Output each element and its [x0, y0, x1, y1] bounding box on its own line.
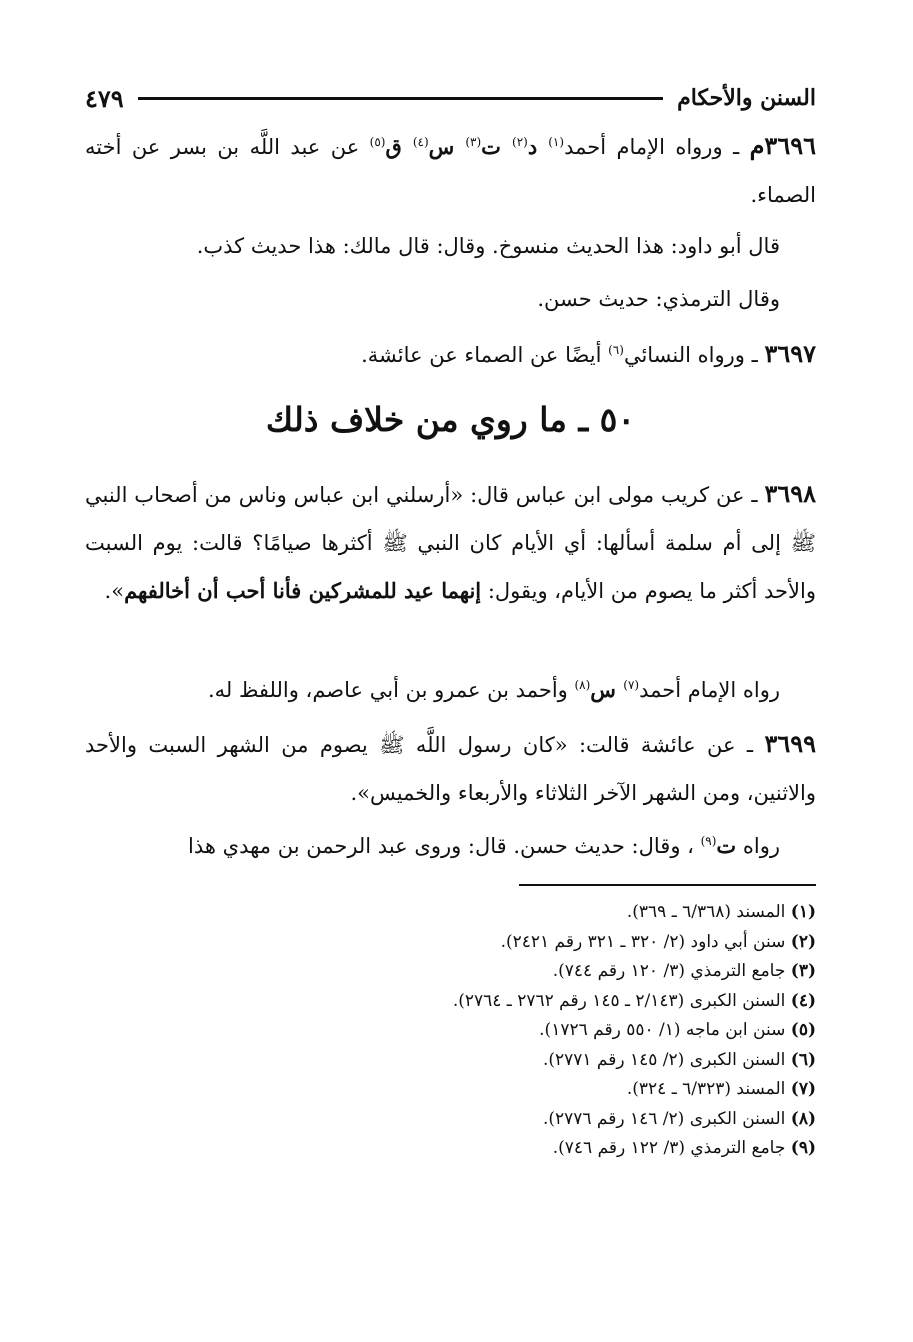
- footnote-item: [85, 898, 816, 928]
- hadith-text: ».: [104, 579, 125, 603]
- hadith-number: ٣٦٩٩: [764, 729, 816, 758]
- footnote-number: (٥): [790, 1020, 816, 1040]
- footnote-text: سنن أبي داود (٢/ ٣٢٠ ـ ٣٢١ رقم ٢٤٢١).: [500, 931, 791, 952]
- footnote-item: [85, 928, 816, 958]
- source-code: س: [590, 677, 624, 702]
- hadith-text: عن عبد اللَّه بن بسر عن أخته الصماء.: [85, 135, 816, 207]
- header-rule: [138, 97, 663, 100]
- section-heading: ٥٠ ـ ما روي من خلاف ذلك: [265, 400, 636, 439]
- commentary-last: [85, 822, 816, 870]
- footnote-item: [85, 957, 816, 987]
- commentary-text: رواه: [736, 834, 780, 858]
- footnote-ref: (٢): [512, 135, 528, 149]
- running-header: [85, 80, 816, 116]
- hadith-3696: [85, 122, 816, 219]
- source-code: د: [527, 134, 549, 159]
- hadith-number: ٣٦٩٦م: [749, 131, 816, 160]
- hadith-number: ٣٦٩٨: [764, 479, 816, 508]
- footnote-ref: (٣): [465, 135, 482, 149]
- footnote-ref: (١): [548, 135, 565, 149]
- footnote-ref: (٩): [700, 834, 717, 848]
- source-code: ت: [481, 134, 512, 159]
- footnotes-list: [85, 898, 816, 1164]
- footnote-ref: (٤): [412, 135, 429, 149]
- hadith-text: ـ عن كريب مولى ابن عباس قال: «أرسلني ابن عباس وناس من أصحاب النبي ﷺ إلى أم سلمة أسألها: أي الأيام كان النبي ﷺ أكثرها صيامًا؟ قالت: يوم السبت والأحد أكثر ما يصوم من الأيام، ويقول:: [85, 483, 816, 603]
- attribution-line: [85, 666, 816, 714]
- footnote-text: السنن الكبرى (٢/ ١٤٥ رقم ٢٧٧١).: [542, 1049, 791, 1070]
- footnote-text: المسند (٦/٣٦٨ ـ ٣٦٩).: [626, 902, 791, 922]
- footnote-number: (٩): [790, 1138, 816, 1158]
- hadith-text: ـ عن عائشة قالت: «كان رسول اللَّه ﷺ يصوم من الشهر السبت والأحد والاثنين، ومن الشهر الآخر الثلاثاء والأربعاء والخميس».: [85, 733, 816, 805]
- footnote-number: (٣): [790, 961, 816, 981]
- footnote-text: جامع الترمذي (٣/ ١٢٢ رقم ٧٤٦).: [552, 1138, 791, 1158]
- footnote-text: جامع الترمذي (٣/ ١٢٠ رقم ٧٤٤).: [552, 961, 791, 981]
- footnote-number: (٧): [790, 1079, 816, 1099]
- footnote-rule: [519, 884, 816, 886]
- footnote-number: (٨): [790, 1108, 816, 1129]
- footnote-number: (١): [790, 902, 816, 922]
- source-code: ت: [716, 833, 737, 858]
- source-code: ق: [385, 134, 413, 159]
- hadith-text: ـ ورواه النسائي: [623, 343, 765, 367]
- attribution-text: رواه الإمام أحمد: [639, 678, 780, 702]
- hadith-number: ٣٦٩٧: [764, 339, 816, 368]
- footnote-number: (٢): [790, 931, 816, 952]
- footnote-item: [85, 987, 816, 1017]
- footnote-ref: (٨): [574, 678, 591, 692]
- footnote-text: المسند (٦/٣٢٣ ـ ٣٢٤).: [626, 1079, 791, 1099]
- footnote-item: [85, 1134, 816, 1164]
- hadith-3699: [85, 720, 816, 817]
- footnote-item: [85, 1075, 816, 1105]
- hadith-text: ـ ورواه الإمام أحمد: [564, 135, 750, 159]
- footnote-text: سنن ابن ماجه (١/ ٥٥٠ رقم ١٧٢٦).: [539, 1020, 791, 1040]
- footnote-ref: (٧): [623, 678, 640, 692]
- running-title: السنن والأحكام: [677, 85, 816, 111]
- hadith-3698: [85, 470, 816, 615]
- footnote-text: السنن الكبرى (٢/١٤٣ ـ ١٤٥ رقم ٢٧٦٢ ـ ٢٧٦٤).: [452, 990, 791, 1011]
- footnote-ref: (٥): [369, 135, 386, 149]
- hadith-text-bold: إنهما عيد للمشركين فأنا أحب أن أخالفهم: [124, 578, 482, 603]
- hadith-3697: [85, 330, 816, 379]
- footnote-text: السنن الكبرى (٢/ ١٤٦ رقم ٢٧٧٦).: [542, 1108, 791, 1129]
- footnote-item: [85, 1105, 816, 1135]
- footnote-item: [85, 1046, 816, 1076]
- commentary-abu-dawud: قال أبو داود: هذا الحديث منسوخ. وقال: قال مالك: هذا حديث كذب.: [196, 234, 780, 258]
- source-code: س: [428, 134, 466, 159]
- footnote-number: (٦): [790, 1049, 816, 1070]
- page-number: ٤٧٩: [85, 83, 124, 113]
- footnote-number: (٤): [790, 990, 816, 1011]
- attribution-text: وأحمد بن عمرو بن أبي عاصم، واللفظ له.: [207, 678, 575, 702]
- footnote-item: [85, 1016, 816, 1046]
- commentary-tirmidhi: وقال الترمذي: حديث حسن.: [537, 287, 780, 311]
- footnote-ref: (٦): [608, 343, 624, 357]
- commentary-text: ، وقال: حديث حسن. قال: وروى عبد الرحمن بن مهدي هذا: [188, 834, 701, 858]
- hadith-text: أيضًا عن الصماء عن عائشة.: [361, 343, 609, 367]
